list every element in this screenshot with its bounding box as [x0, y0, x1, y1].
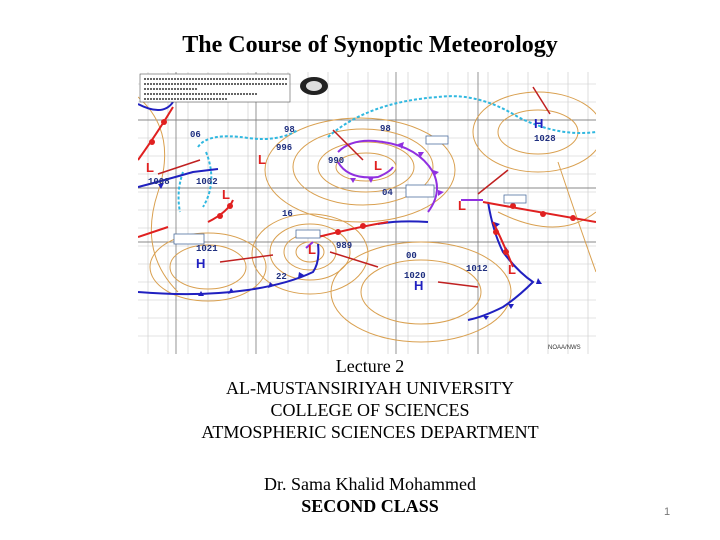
svg-text:16: 16 — [282, 209, 293, 219]
svg-text:996: 996 — [276, 143, 293, 153]
svg-text:H: H — [414, 278, 424, 293]
svg-text:1002: 1002 — [196, 177, 218, 187]
svg-text:L: L — [458, 198, 466, 213]
department-name: ATMOSPHERIC SCIENCES DEPARTMENT — [201, 422, 539, 442]
svg-text:L: L — [146, 160, 154, 175]
svg-text:H: H — [534, 116, 544, 131]
svg-text:H: H — [196, 256, 206, 271]
svg-text:L: L — [508, 262, 516, 277]
slide-title: The Course of Synoptic Meteorology — [182, 32, 558, 58]
svg-text:98: 98 — [284, 125, 295, 135]
svg-text:L: L — [308, 242, 316, 257]
instructor-name: Dr. Sama Khalid Mohammed — [264, 474, 476, 494]
svg-text:04: 04 — [382, 188, 393, 198]
svg-text:00: 00 — [406, 251, 417, 261]
svg-text:1020: 1020 — [404, 271, 426, 281]
svg-text:1028: 1028 — [534, 134, 556, 144]
class-level: SECOND CLASS — [301, 496, 439, 516]
weather-map-image — [138, 72, 596, 354]
lecture-label: Lecture 2 — [335, 356, 405, 376]
svg-text:L: L — [374, 158, 382, 173]
svg-text:06: 06 — [190, 130, 201, 140]
svg-text:990: 990 — [328, 156, 345, 166]
svg-text:1008: 1008 — [148, 177, 170, 187]
svg-text:1012: 1012 — [466, 264, 488, 274]
svg-text:L: L — [258, 152, 266, 167]
university-name: AL-MUSTANSIRIYAH UNIVERSITY — [225, 378, 515, 398]
college-name: COLLEGE OF SCIENCES — [270, 400, 470, 420]
page-number: 1 — [664, 506, 671, 518]
svg-text:98: 98 — [380, 124, 391, 134]
svg-text:1021: 1021 — [196, 244, 218, 254]
svg-text:989: 989 — [336, 241, 353, 251]
svg-text:NOAA/NWS: NOAA/NWS — [548, 345, 581, 351]
svg-text:L: L — [222, 187, 230, 202]
svg-text:22: 22 — [276, 272, 287, 282]
